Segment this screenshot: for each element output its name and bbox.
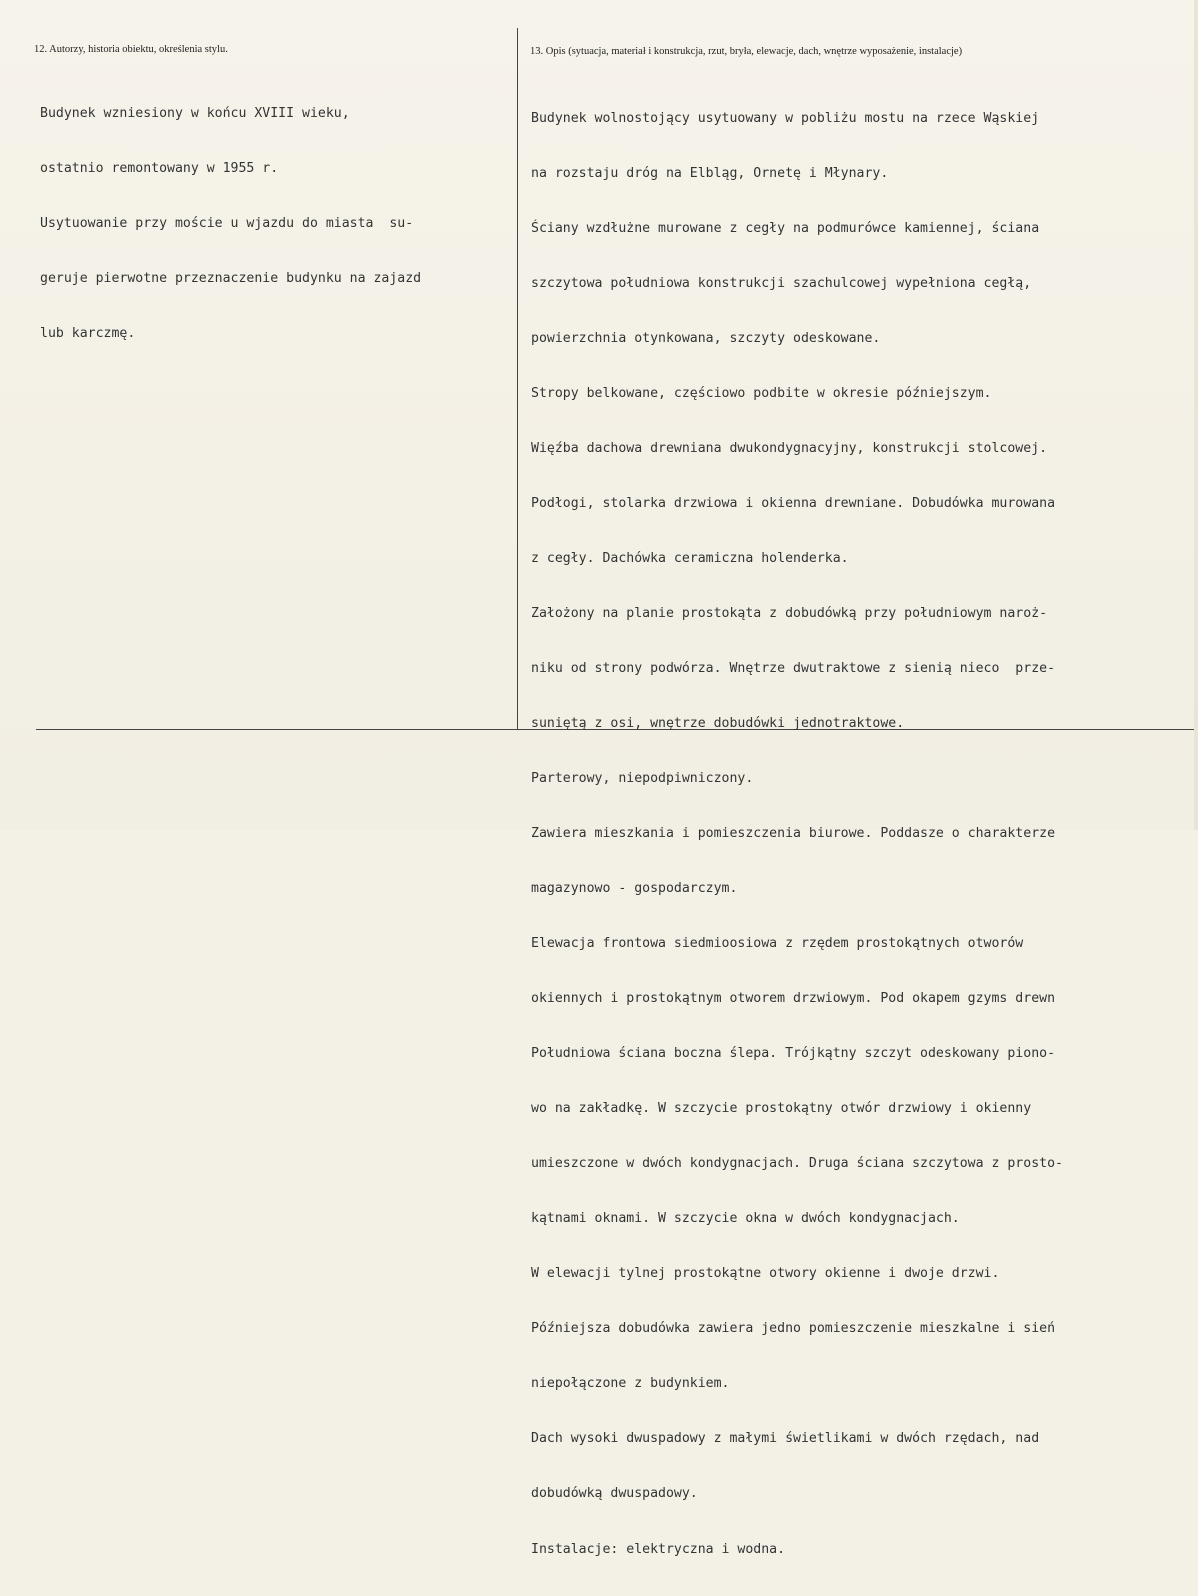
typed-line: niepołączone z budynkiem. — [531, 1376, 730, 1392]
typed-line: suniętą z osi, wnętrze dobudówki jednotraktowe. — [531, 716, 905, 732]
section-13-header: 13. Opis (sytuacja, materiał i konstrukcja, rzut, bryła, elewacje, dach, wnętrze wyposażenie, instalacje) — [530, 46, 963, 57]
typed-line: Podłogi, stolarka drzwiowa i okienna drewniane. Dobudówka murowana — [531, 495, 1056, 511]
section-12-text — [40, 68, 516, 380]
typed-line: Stropy belkowane, częściowo podbite w okresie późniejszym. — [531, 385, 992, 401]
typed-line: Więźba dachowa drewniana dwukondygnacyjny, konstrukcji stolcowej. — [531, 440, 1048, 456]
typed-line: Instalacje: elektryczna i wodna. — [531, 1541, 786, 1557]
typed-line: magazynowo - gospodarczym. — [531, 881, 738, 897]
section-12-header: 12. Autorzy, historia obiektu, określenia stylu. — [34, 44, 228, 55]
typed-line: W elewacji tylnej prostokątne otwory okienne i dwoje drzwi. — [531, 1266, 1000, 1282]
typed-line: na rozstaju dróg na Elbląg, Ornetę i Młynary. — [531, 165, 889, 181]
typed-line: Budynek wolnostojący usytuowany w pobliżu mostu na rzece Wąskiej — [531, 110, 1040, 126]
typed-line: lub karczmę. — [40, 325, 136, 341]
typed-line: Parterowy, niepodpiwniczony. — [531, 771, 754, 787]
typed-line: Zawiera mieszkania i pomieszczenia biurowe. Poddasze o charakterze — [531, 826, 1056, 842]
typed-line: Południowa ściana boczna ślepa. Trójkątny szczyt odeskowany piono- — [531, 1046, 1056, 1062]
typed-line: okiennych i prostokątnym otworem drzwiowym. Pod okapem gzyms drewn — [531, 991, 1056, 1007]
typed-line: geruje pierwotne przeznaczenie budynku na zajazd — [40, 270, 422, 286]
typed-line: powierzchnia otynkowana, szczyty odeskowane. — [531, 330, 881, 346]
typed-line: Założony na planie prostokąta z dobudówką przy południowym naroż- — [531, 605, 1048, 621]
typed-line: Elewacja frontowa siedmioosiowa z rzędem prostokątnych otworów — [531, 936, 1024, 952]
typed-line: umieszczone w dwóch kondygnacjach. Druga ściana szczytowa z prosto- — [531, 1156, 1063, 1172]
typed-line: szczytowa południowa konstrukcji szachulcowej wypełniona cegłą, — [531, 275, 1032, 291]
typed-line: Późniejsza dobudówka zawiera jedno pomieszczenie mieszkalne i sień — [531, 1321, 1056, 1337]
typed-line: dobudówką dwuspadowy. — [531, 1486, 698, 1502]
typed-line: Dach wysoki dwuspadowy z małymi świetlikami w dwóch rzędach, nad — [531, 1431, 1040, 1447]
typed-line: Usytuowanie przy moście u wjazdu do miasta su- — [40, 215, 414, 231]
typed-line: wo na zakładkę. W szczycie prostokątny otwór drzwiowy i okienny — [531, 1101, 1032, 1117]
typed-line: niku od strony podwórza. Wnętrze dwutraktowe z sienią nieco prze- — [531, 661, 1056, 676]
typed-line: ostatnio remontowany w 1955 r. — [40, 160, 279, 176]
typed-line: kątnami oknami. W szczycie okna w dwóch kondygnacjach. — [531, 1211, 960, 1227]
typed-line: Ściany wzdłużne murowane z cegły na podmurówce kamiennej, ściana — [531, 220, 1040, 236]
column-divider — [517, 28, 518, 730]
typed-line: Budynek wzniesiony w końcu XVIII wieku, — [40, 105, 350, 121]
typed-line: z cegły. Dachówka ceramiczna holenderka. — [531, 550, 849, 566]
section-13-text — [531, 73, 1198, 1596]
